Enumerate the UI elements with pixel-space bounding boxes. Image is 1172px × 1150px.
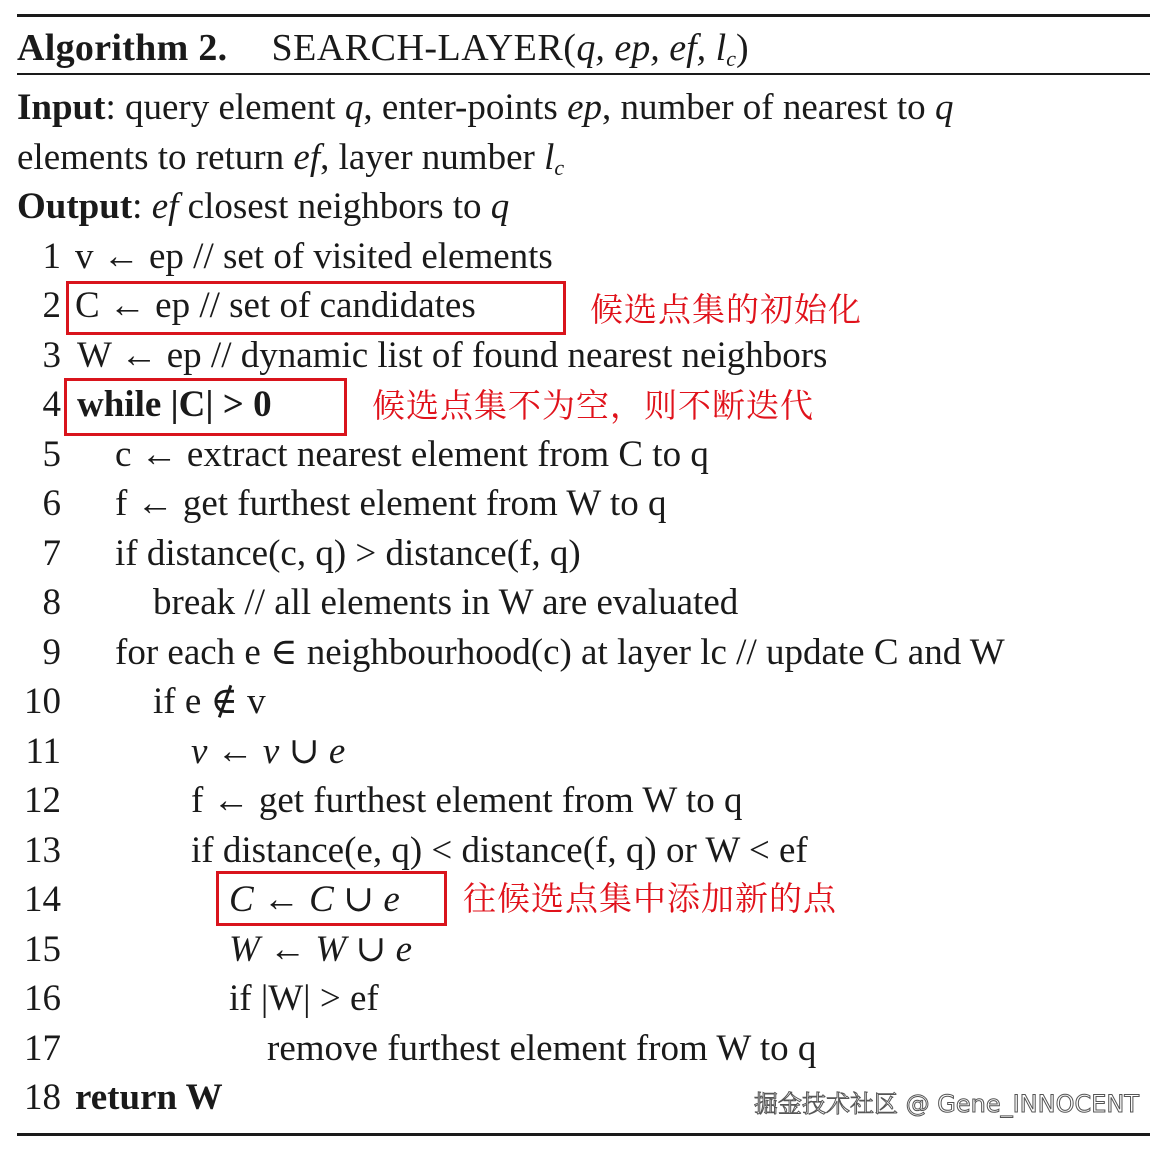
- input-line-2: elements to return ef, layer number $l_c$: [17, 137, 565, 180]
- procedure-param-sub: c: [726, 46, 736, 71]
- algo-line-13: 13 if distance(e, q) < distance(f, q) or W < ef: [24, 830, 808, 871]
- highlight-box-line-2: [66, 281, 566, 335]
- highlight-box-line-4: [64, 378, 347, 436]
- algo-code-10: if e ∉ v: [153, 681, 266, 722]
- algo-code-13: if distance(e, q) < distance(f, q) or W < ef: [191, 830, 808, 871]
- algo-line-4: 4 while |C| > 0: [42, 384, 272, 425]
- algo-line-18: 18 return W: [24, 1077, 223, 1118]
- title-rule: [17, 73, 1150, 75]
- algo-line-8: 8 break // all elements in W are evaluated: [42, 582, 739, 623]
- input-label: Input: [17, 87, 106, 128]
- annotation-line-14: 往候选点集中添加新的点: [463, 879, 837, 918]
- algo-code-18: return W: [75, 1077, 223, 1118]
- algo-line-5: 5 c ← extract nearest element from C to q: [42, 434, 709, 475]
- algo-line-9: 9 for each e ∈ neighbourhood(c) at layer lc // update C and W: [42, 632, 1005, 673]
- algo-code-14: C ← C ∪ e: [229, 879, 400, 920]
- watermark-text: 掘金技术社区 @ Gene_INNOCENT: [754, 1090, 1140, 1118]
- algo-code-11: v ← v ∪ e: [191, 731, 346, 772]
- procedure-params: q, ep, ef, l: [576, 27, 727, 69]
- algo-code-7: if distance(c, q) > distance(f, q): [115, 533, 581, 574]
- algo-code-17: remove furthest element from W to q: [267, 1028, 817, 1069]
- top-rule: [17, 14, 1150, 17]
- algo-line-1: 1 v ← ep // set of visited elements: [42, 236, 553, 277]
- algo-code-5: c ← extract nearest element from C to q: [115, 434, 709, 475]
- annotation-line-4: 候选点集不为空，则不断迭代: [372, 386, 814, 425]
- algo-line-6: 6 f ← get furthest element from W to q: [42, 483, 667, 524]
- algo-line-14: 14 C ← C ∪ e: [24, 879, 400, 920]
- algorithm-title: [17, 26, 749, 70]
- procedure-name: SEARCH-LAYER(: [271, 27, 577, 69]
- algorithm-label: Algorithm 2.: [17, 27, 228, 69]
- algo-line-16: 16 if |W| > ef: [24, 978, 379, 1019]
- procedure-close: ): [736, 27, 749, 69]
- bottom-rule: [17, 1133, 1150, 1136]
- output-label: Output: [17, 186, 133, 227]
- algo-code-6: f ← get furthest element from W to q: [115, 483, 667, 524]
- algo-code-4: while |C| > 0: [77, 384, 272, 425]
- input-line-1: Input: query element q, enter-points ep, number of nearest to q: [17, 87, 954, 128]
- algo-code-3: W ← ep // dynamic list of found nearest neighbors: [77, 335, 828, 376]
- algo-line-3: 3 W ← ep // dynamic list of found nearest neighbors: [42, 335, 828, 376]
- algo-code-16: if |W| > ef: [229, 978, 379, 1019]
- output-line: Output: ef closest neighbors to q: [17, 186, 510, 227]
- algo-line-12: 12 f ← get furthest element from W to q: [24, 780, 743, 821]
- algo-code-9: for each e ∈ neighbourhood(c) at layer lc // update C and W: [115, 632, 1005, 673]
- algo-line-17: 17 remove furthest element from W to q: [24, 1028, 817, 1069]
- algo-line-7: 7 if distance(c, q) > distance(f, q): [42, 533, 581, 574]
- algo-line-15: 15 W ← W ∪ e: [24, 929, 413, 970]
- annotation-line-2: 候选点集的初始化: [590, 290, 862, 329]
- algo-line-11: 11 v ← v ∪ e: [25, 731, 346, 772]
- algo-line-10: 10 if e ∉ v: [24, 681, 266, 722]
- algo-code-2: C ← ep // set of candidates: [75, 285, 476, 326]
- algo-code-8: break // all elements in W are evaluated: [153, 582, 739, 623]
- algo-code-12: f ← get furthest element from W to q: [191, 780, 743, 821]
- algo-code-1: v ← ep // set of visited elements: [75, 236, 553, 277]
- algo-code-15: W ← W ∪ e: [229, 929, 413, 970]
- highlight-box-line-14: [216, 871, 447, 926]
- algo-line-2: 2 C ← ep // set of candidates: [42, 285, 476, 326]
